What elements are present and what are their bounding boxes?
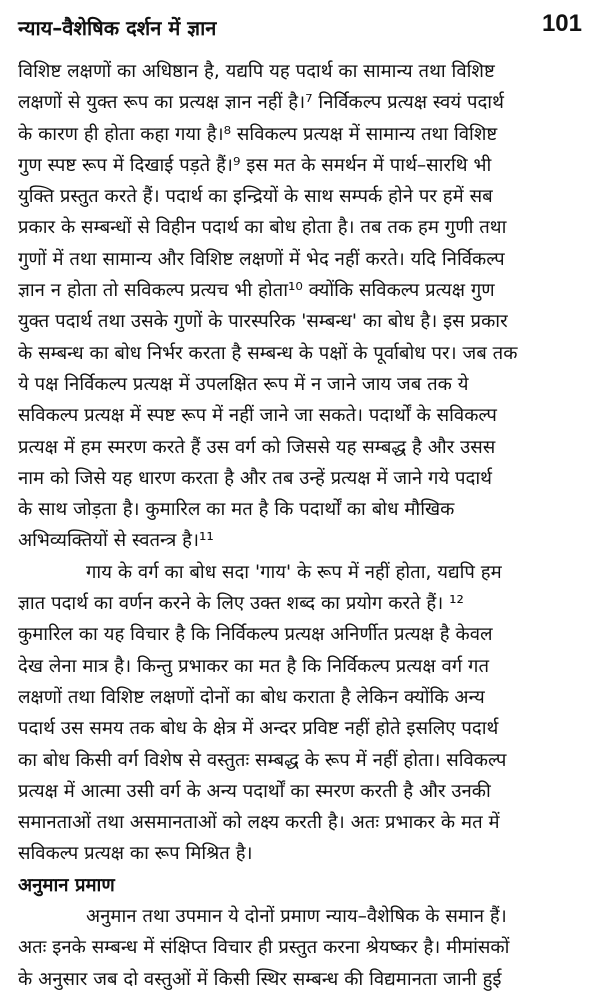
text-line: अभिव्यक्तियों से स्वतन्त्र है।¹¹ xyxy=(18,530,214,552)
section-heading: अनुमान प्रमाण xyxy=(18,874,115,896)
text-line: ये पक्ष निर्विकल्प प्रत्यक्ष में उपलक्षित रूप में न जाने जाय जब तक ये xyxy=(18,373,469,395)
text-line: के कारण ही होता कहा गया है।⁸ सविकल्प प्रत्यक्ष में सामान्य तथा विशिष्ट xyxy=(18,123,498,145)
text-line: के अनुसार जब दो वस्तुओं में किसी स्थिर सम्बन्ध की विद्यमानता जानी हुई xyxy=(18,968,502,990)
text-line: सविकल्प प्रत्यक्ष में स्पष्ट रूप में नहीं जाने जा सकते। पदार्थों के सविकल्प xyxy=(18,405,497,427)
text-line: नाम को जिसे यह धारण करता है और तब उन्हें प्रत्यक्ष में जाने गये पदार्थ xyxy=(18,467,492,489)
text-line: गुणों में तथा सामान्य और विशिष्ट लक्षणों में भेद नहीं करते। यदि निर्विकल्प xyxy=(18,248,505,270)
text-line: अतः इनके सम्बन्ध में संक्षिप्त विचार ही प्रस्तुत करना श्रेयष्कर है। मीमांसकों xyxy=(18,937,510,959)
text-line: गुण स्पष्ट रूप में दिखाई पड़ते हैं।⁹ इस मत के समर्थन में पार्थ–सारथि भी xyxy=(18,154,492,176)
text-line: कुमारिल का यह विचार है कि निर्विकल्प प्रत्यक्ष अनिर्णीत प्रत्यक्ष है केवल xyxy=(18,624,493,646)
page-number: 101 xyxy=(541,10,582,37)
text-line: पदार्थ उस समय तक बोध के क्षेत्र में अन्दर प्रविष्ट नहीं होते इसलिए पदार्थ xyxy=(18,718,499,740)
text-line: ज्ञात पदार्थ का वर्णन करने के लिए उक्त शब्द का प्रयोग करते हैं। ¹² xyxy=(18,593,464,615)
text-line: युक्ति प्रस्तुत करते हैं। पदार्थ का इन्द्रियों के साथ सम्पर्क होने पर हमें सब xyxy=(18,186,493,208)
text-line: विशिष्ट लक्षणों का अधिष्ठान है, यद्यपि यह पदार्थ का सामान्य तथा विशिष्ट xyxy=(18,61,495,82)
page-header xyxy=(18,10,582,46)
text-line: का बोध किसी वर्ग विशेष से वस्तुतः सम्बद्ध के रूप में नहीं होता। सविकल्प xyxy=(18,749,507,771)
text-line: प्रकार के सम्बन्धों से विहीन पदार्थ का बोध होता है। तब तक हम गुणी तथा xyxy=(18,217,507,239)
text-line: समानताओं तथा असमानताओं को लक्ष्य करती है। अतः प्रभाकर के मत में xyxy=(18,812,500,834)
text-line: युक्त पदार्थ तथा उसके गुणों के पारस्परिक 'सम्बन्ध' का बोध है। इस प्रकार xyxy=(18,311,508,333)
paragraph-start-line: अनुमान तथा उपमान ये दोनों प्रमाण न्याय–वैशेषिक के समान हैं। xyxy=(86,906,507,928)
text-line: के साथ जोड़ता है। कुमारिल का मत है कि पदार्थों का बोध मौखिक xyxy=(18,499,455,521)
text-line: प्रत्यक्ष में आत्मा उसी वर्ग के अन्य पदार्थों का स्मरण करती है और उनकी xyxy=(18,780,491,802)
body-text xyxy=(18,56,582,995)
running-title: न्याय–वैशेषिक दर्शन में ज्ञान xyxy=(18,16,217,40)
text-line: ज्ञान न होता तो सविकल्प प्रत्यच भी होता¹⁰ क्योंकि सविकल्प प्रत्यक्ष गुण xyxy=(18,280,495,302)
text-line: देख लेना मात्र है। किन्तु प्रभाकर का मत है कि निर्विकल्प प्रत्यक्ष वर्ग गत xyxy=(18,655,490,677)
paragraph-start-line: गाय के वर्ग का बोध सदा 'गाय' के रूप में नहीं होता, यद्यपि हम xyxy=(86,561,502,583)
text-line: सविकल्प प्रत्यक्ष का रूप मिश्रित है। xyxy=(18,843,253,865)
text-line: प्रत्यक्ष में हम स्मरण करते हैं उस वर्ग को जिससे यह सम्बद्ध है और उसस xyxy=(18,436,496,458)
text-line: के सम्बन्ध का बोध निर्भर करता है सम्बन्ध के पक्षों के पूर्वाबोध पर। जब तक xyxy=(18,342,518,364)
text-line: लक्षणों से युक्त रूप का प्रत्यक्ष ज्ञान नहीं है।⁷ निर्विकल्प प्रत्यक्ष स्वयं पदार्थ xyxy=(18,92,504,114)
text-line: लक्षणों तथा विशिष्ट लक्षणों दोनों का बोध कराता है लेकिन क्योंकि अन्य xyxy=(18,686,485,708)
